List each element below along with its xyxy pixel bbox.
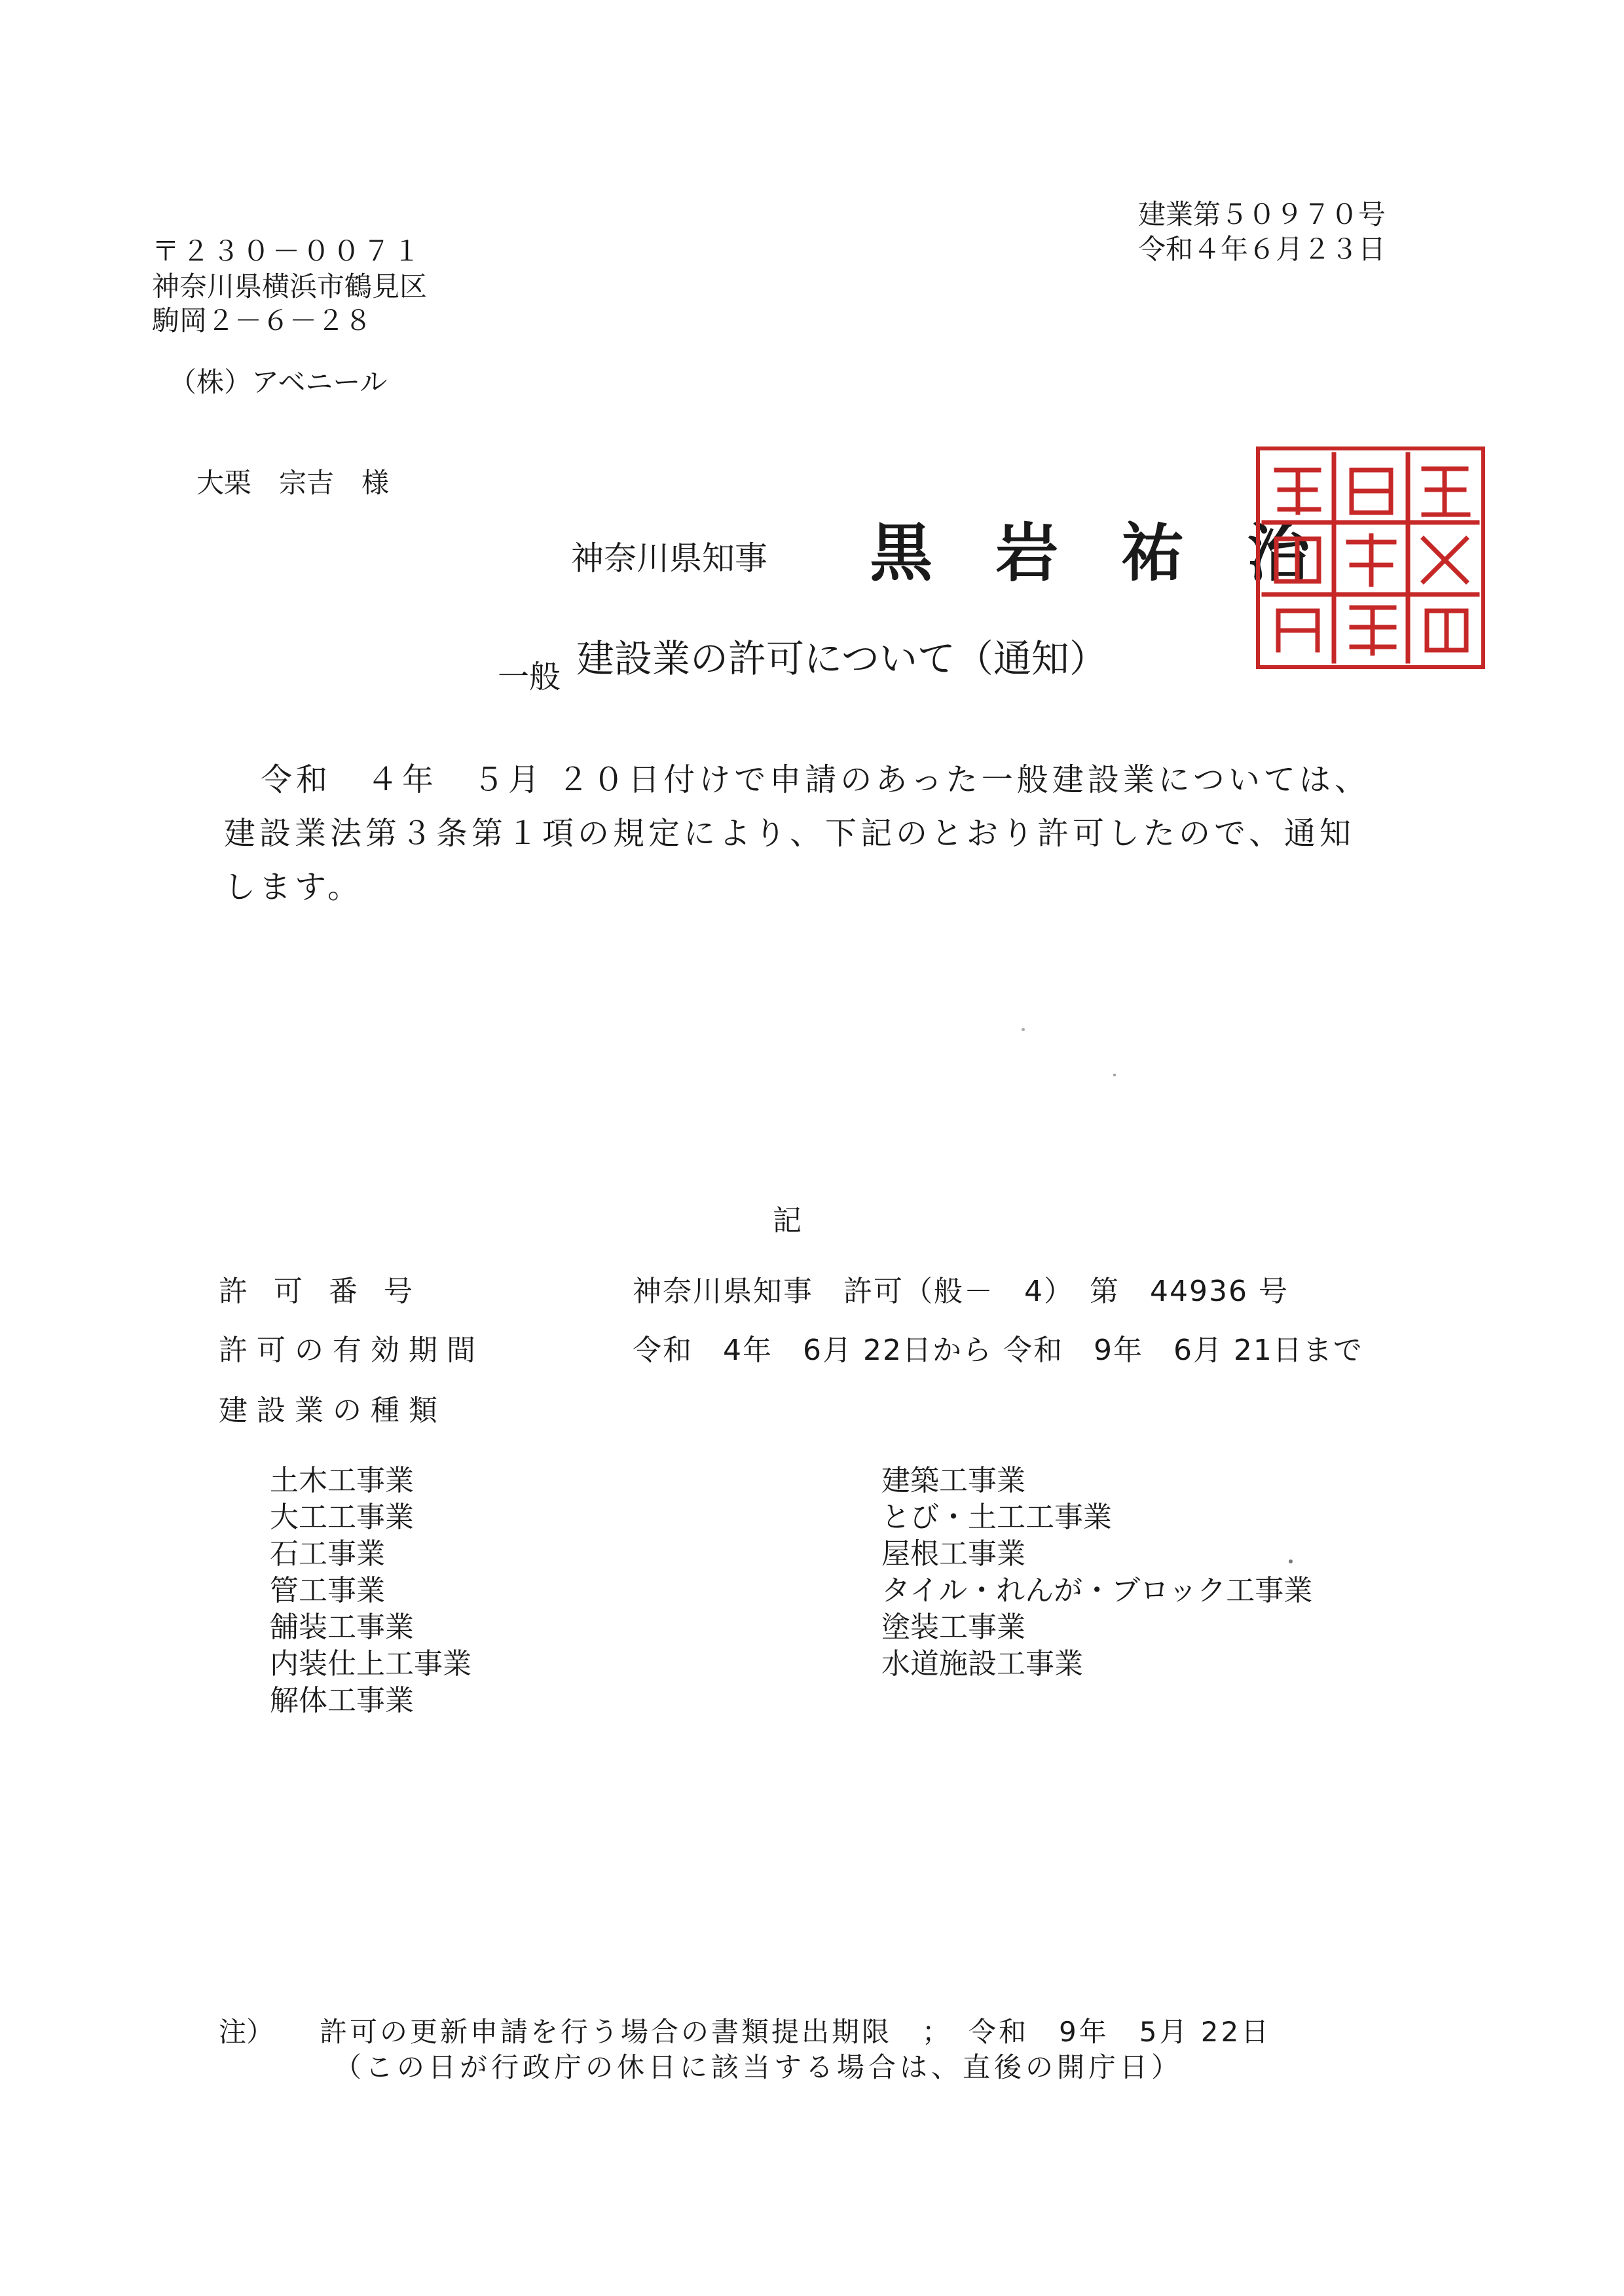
body-line-3: します。: [224, 869, 363, 905]
official-seal: [1256, 446, 1485, 669]
list-item: 土木工事業: [270, 1464, 414, 1497]
address-line-1: 神奈川県横浜市鶴見区: [152, 270, 428, 302]
list-item: 管工事業: [270, 1574, 385, 1607]
construction-types-left: [270, 1463, 471, 1719]
company-name: （株）アベニール: [169, 366, 388, 398]
body-line-2: 建設業法第３条第１項の規定により、下記のとおり許可したので、通知: [224, 815, 1356, 852]
validity-label: 許可の有効期間: [219, 1334, 485, 1367]
body-line-1: 令和 ４年 ５月 ２０日付けで申請のあった一般建設業については、: [261, 761, 1370, 798]
list-item: 石工事業: [270, 1537, 385, 1571]
scan-speck: [1113, 1074, 1116, 1076]
scan-speck: [1022, 1028, 1025, 1031]
list-item: 屋根工事業: [881, 1537, 1025, 1571]
list-item: とび・土工工事業: [881, 1501, 1112, 1534]
document-date: 令和４年６月２３日: [1138, 233, 1386, 265]
list-item: 塗装工事業: [881, 1611, 1025, 1644]
issuer-name: 黒 岩 祐 治: [870, 516, 1310, 590]
subject-title: 建設業の許可について（通知）: [576, 636, 1107, 681]
construction-types-right: [881, 1463, 1312, 1683]
list-item: 大工工事業: [270, 1501, 414, 1534]
record-heading: 記: [773, 1204, 802, 1237]
list-item: 建築工事業: [881, 1464, 1025, 1497]
construction-types-label: 建設業の種類: [219, 1394, 447, 1427]
seal-glyph-pattern: [1260, 450, 1481, 665]
list-item: 舗装工事業: [270, 1611, 414, 1644]
document-number: 建業第５０９７０号: [1138, 198, 1386, 230]
permit-number-label: 許可番号: [219, 1275, 439, 1308]
issuer-title: 神奈川県知事: [571, 539, 767, 577]
note-label: 注）: [219, 2016, 274, 2048]
validity-value: 令和 4年 6月 22日から 令和 9年 6月 21日まで: [633, 1334, 1363, 1367]
permit-number-value: 神奈川県知事 許可（般－ 4） 第 44936 号: [633, 1275, 1289, 1308]
recipient-name: 大栗 宗吉 様: [196, 467, 390, 499]
postal-code: 〒２３０－００７１: [152, 235, 424, 267]
subject-prefix: 一般: [498, 659, 561, 695]
list-item: 解体工事業: [270, 1684, 414, 1717]
note-line-1: 許可の更新申請を行う場合の書類提出期限 ； 令和 9年 5月 22日: [320, 2016, 1272, 2048]
note-line-2: （この日が行政庁の休日に該当する場合は、直後の開庁日）: [334, 2051, 1183, 2083]
list-item: タイル・れんが・ブロック工事業: [881, 1574, 1313, 1607]
address-line-2: 駒岡２－６－２８: [152, 304, 373, 337]
list-item: 水道施設工事業: [881, 1647, 1083, 1681]
list-item: 内装仕上工事業: [270, 1647, 471, 1681]
